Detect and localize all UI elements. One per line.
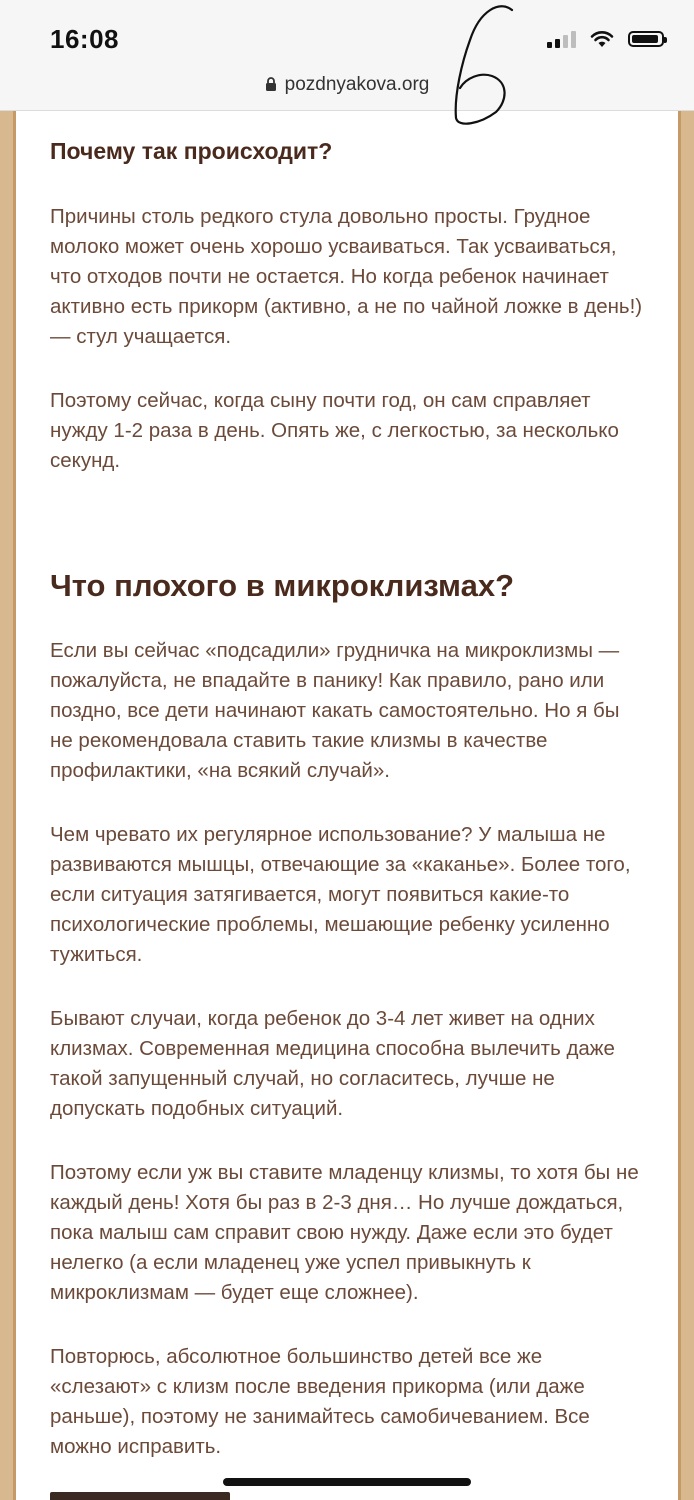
url-text: pozdnyakova.org [284, 74, 430, 95]
subheading: Почему так происходит? [50, 138, 333, 164]
signal-icon [547, 30, 576, 48]
paragraph-2: Поэтому сейчас, когда сыну почти год, он сам справляет нужду 1-2 раза в день. Опять же, с легкостью, за несколько секунд. [50, 389, 619, 472]
status-time: 16:08 [50, 24, 119, 54]
handwritten-scribble [440, 0, 530, 130]
paragraph-3: Если вы сейчас «подсадили» грудничка на микроклизмы — пожалуйста, не впадайте в панику! Как правило, рано или поздно, все дети начинают какать самостоятельно. Но я бы не рекомендовала ставить такие клизмы в качестве профилактики, «на всякий случай». [50, 639, 620, 782]
article-image-preview [50, 1492, 230, 1500]
paragraph-7: Повторюсь, абсолютное большинство детей все же «слезают» с клизм после введения прикорма (или даже раньше), поэтому не занимайтесь самобичеванием. Все можно исправить. [50, 1345, 590, 1458]
page-border-right [678, 110, 694, 1500]
paragraph-5: Бывают случаи, когда ребенок до 3-4 лет живет на одних клизмах. Современная медицина способна вылечить даже такой запущенный случай, но согласитесь, лучше не допускать подобных ситуаций. [50, 1007, 615, 1120]
home-indicator[interactable] [223, 1478, 471, 1486]
paragraph-4: Чем чревато их регулярное использование? У малыша не развиваются мышцы, отвечающие за «каканье». Более того, если ситуация затягивается, могут появиться какие-то психологические проблемы, мешающие ребенку усиленно тужиться. [50, 823, 631, 966]
paragraph-6: Поэтому если уж вы ставите младенцу клизмы, то хотя бы не каждый день! Хотя бы раз в 2-3 дня… Но лучше дождаться, пока малыш сам справит свою нужду. Даже если это будет нелегко (а если младенец уже успел привыкнуть к микроклизмам — будет еще сложнее). [50, 1161, 639, 1304]
battery-icon [628, 31, 664, 47]
page-border-left [0, 110, 16, 1500]
article-page [0, 110, 694, 1500]
status-icons [547, 30, 664, 48]
paragraph-1: Причины столь редкого стула довольно просты. Грудное молоко может очень хорошо усваиваться. Так усваиваться, что отходов почти не остается. Но когда ребенок начинает активно есть прикорм (активно, а не по чайной ложке в день!) — стул учащается. [50, 205, 643, 348]
wifi-icon [590, 30, 614, 48]
browser-top-bar [0, 0, 694, 111]
address-bar[interactable] [0, 74, 694, 96]
section-heading: Что плохого в микроклизмах? [50, 568, 515, 603]
lock-icon [265, 77, 277, 92]
